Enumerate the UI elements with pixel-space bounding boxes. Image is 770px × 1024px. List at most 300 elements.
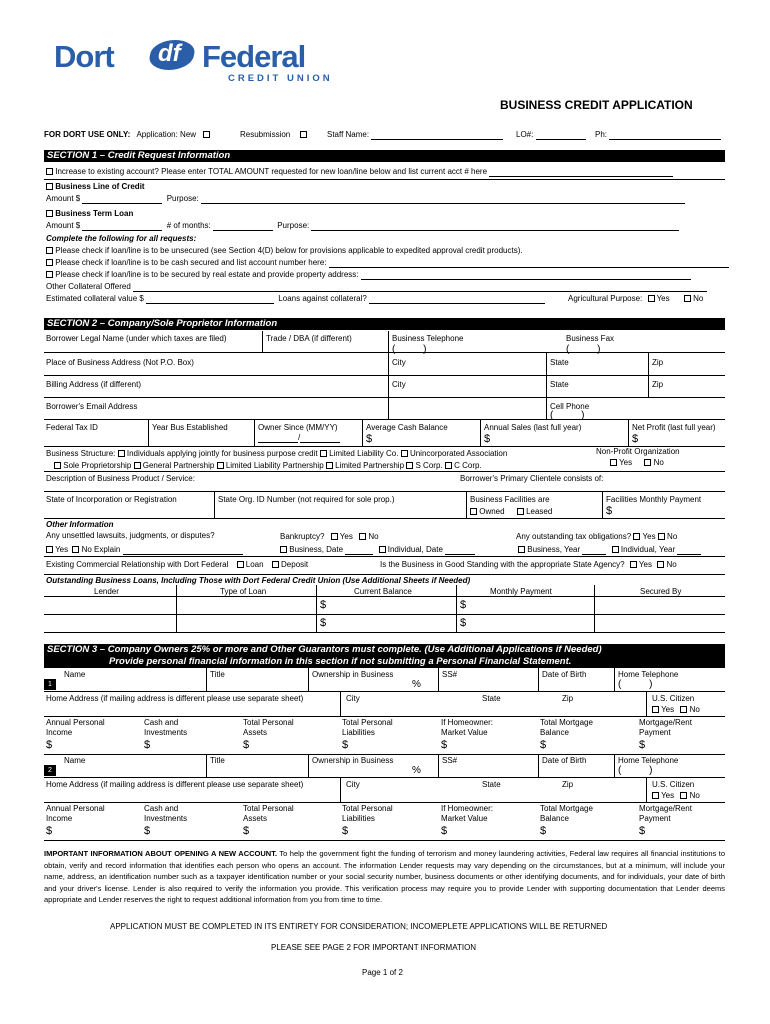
term-checkbox[interactable]: [46, 210, 53, 217]
zip-label: Zip: [652, 358, 664, 367]
tax-individual-label: Individual, Year: [620, 545, 676, 554]
owner1-state-label: State: [482, 694, 501, 703]
term-amount: [46, 221, 679, 231]
structure-label: Business Structure:: [46, 449, 116, 458]
judg-no-checkbox[interactable]: [72, 546, 79, 553]
owner2-fin-income: Annual Personal Income: [46, 804, 105, 823]
term-amount-field[interactable]: [82, 223, 162, 231]
divider: [602, 491, 603, 518]
divider: [44, 802, 725, 803]
unsecured-label: Please check if loan/line is to be unsecured (see Section 4(D) below for provisions applicable to expedited approval credit products).: [55, 246, 523, 255]
owner1-assets-dollar[interactable]: $: [243, 739, 250, 751]
divider: [646, 691, 647, 716]
bk-individual-label: Individual, Date: [387, 545, 443, 554]
owner1-home-tel-paren[interactable]: ( ): [618, 679, 653, 690]
loan2-balance-dollar[interactable]: $: [320, 617, 327, 629]
resubmission: [240, 130, 307, 140]
tax-yes-checkbox[interactable]: [633, 533, 640, 540]
judg-yes-checkbox[interactable]: [46, 546, 53, 553]
gp-label: General Partnership: [142, 461, 215, 470]
tax-business-checkbox[interactable]: [518, 546, 525, 553]
owner2-home-address-label: Home Address (if mailing address is different please use separate sheet): [46, 780, 304, 789]
ccorp-checkbox[interactable]: [445, 462, 452, 469]
divider: [614, 754, 615, 777]
divider: [388, 331, 389, 419]
section3-line1: SECTION 3 – Company Owners 25% or more and Other Guarantors must complete. (Use Additional Applications if Needed): [47, 644, 602, 655]
months-field[interactable]: [213, 223, 273, 231]
good-standing-label: Is the Business in Good Standing with the appropriate State Agency?: [380, 560, 625, 569]
owner2-citizen-yes-checkbox[interactable]: [652, 792, 659, 799]
divider: [44, 754, 725, 755]
owner2-fin-market: If Homeowner: Market Value: [441, 804, 494, 823]
owner1-citizen-no-checkbox[interactable]: [680, 706, 687, 713]
divider: [628, 419, 629, 446]
lo-label: LO#:: [516, 130, 534, 139]
indiv-label: Individuals applying jointly for business purpose credit: [126, 449, 318, 458]
existing-loan-label: Loan: [245, 560, 264, 569]
judg-yes-label: Yes: [55, 545, 69, 554]
logo: [54, 36, 344, 86]
other-info-label: Other Information: [46, 520, 114, 529]
new-checkbox[interactable]: [203, 131, 210, 138]
slash: /: [298, 433, 301, 442]
divider: [44, 419, 725, 420]
owner-since-label: Owner Since (MM/YY): [258, 423, 338, 432]
tax-row: [516, 532, 677, 542]
judg-explain-label: No Explain: [81, 545, 121, 554]
tax-individual-checkbox[interactable]: [612, 546, 619, 553]
incorporation-label: State of Incorporation or Registration: [46, 495, 177, 504]
owner2-title-label: Title: [210, 756, 225, 765]
owner2-citizen-label: U.S. Citizen: [652, 780, 695, 789]
owner-since-field[interactable]: [258, 433, 340, 443]
gs-yes-label: Yes: [638, 560, 652, 569]
ph-label: Ph:: [595, 130, 608, 139]
judgments-label: Any unsettled lawsuits, judgments, or disputes?: [46, 531, 215, 540]
divider: [206, 754, 207, 777]
indiv-checkbox[interactable]: [118, 450, 125, 457]
tax-yes-label: Yes: [642, 532, 656, 541]
owner2-liabilities-dollar[interactable]: $: [342, 825, 349, 837]
resubmission-label: Resubmission: [240, 130, 291, 139]
gp-checkbox[interactable]: [134, 462, 141, 469]
llc-checkbox[interactable]: [320, 450, 327, 457]
org-id-label: State Org. ID Number (not required for sole prop.): [218, 495, 395, 504]
judgments-options: [46, 545, 243, 555]
lp-label: Limited Partnership: [335, 461, 405, 470]
owner2-home-tel-paren[interactable]: ( ): [618, 765, 653, 776]
loan1-payment-dollar[interactable]: $: [460, 599, 467, 611]
months-label: # of months:: [166, 221, 211, 230]
divider: [340, 777, 341, 802]
bk-individual-checkbox[interactable]: [379, 546, 386, 553]
divider: [206, 668, 207, 691]
col-secured: Secured By: [640, 587, 682, 596]
bk-no-checkbox[interactable]: [359, 533, 366, 540]
owner1-citizen-options: [652, 705, 700, 715]
tax-label: Any outstanding tax obligations?: [516, 532, 632, 541]
divider: [44, 397, 725, 398]
owner2-fin-rent: Mortgage/Rent Payment: [639, 804, 692, 823]
existing-label: Existing Commercial Relationship with Dort Federal: [46, 560, 229, 569]
term-label: Business Term Loan: [55, 209, 134, 218]
increase-label: Increase to existing account? Please enter TOTAL AMOUNT requested for new loan/line below and list current acct # here: [55, 167, 488, 176]
section3-bar: [44, 644, 725, 668]
owner1-dob-label: Date of Birth: [542, 670, 587, 679]
ag-no-checkbox[interactable]: [684, 295, 691, 302]
owner1-city-label: City: [346, 694, 360, 703]
existing-deposit-label: Deposit: [281, 560, 309, 569]
owner-number: 2: [44, 765, 56, 776]
owner2-citizen-yes-label: Yes: [661, 791, 675, 800]
owner1-liabilities-dollar[interactable]: $: [342, 739, 349, 751]
owner1-market-dollar[interactable]: $: [441, 739, 448, 751]
nonprofit-label: Non-Profit Organization: [596, 447, 680, 456]
tax-no-label: No: [667, 532, 678, 541]
sole-checkbox[interactable]: [54, 462, 61, 469]
bloc-amount: [46, 194, 685, 204]
divider: [44, 840, 725, 841]
lp-checkbox[interactable]: [326, 462, 333, 469]
divider: [176, 585, 177, 632]
net-profit-dollar[interactable]: $: [632, 433, 639, 445]
section3-line2: Provide personal financial information in this section if not submitting a Personal Financial Statement.: [109, 656, 572, 667]
owner2-ssn-label: SS#: [442, 756, 458, 765]
existing-row: [46, 560, 308, 570]
other-collateral-field[interactable]: [133, 284, 707, 292]
owner1-title-label: Title: [210, 670, 225, 679]
np-no-checkbox[interactable]: [644, 459, 651, 466]
purpose-label: Purpose:: [277, 221, 310, 230]
term-purpose-field[interactable]: [311, 223, 679, 231]
owner2-cash-dollar[interactable]: $: [144, 825, 151, 837]
ph: [595, 130, 721, 140]
important-body: To help the government fight the funding of terrorism and money laundering activities, Federal law requires all financial institutions to obtain, verify and record information that identifies each person who opens an account. The information Lender requests may vary depending on the circumstances, but at a minimum, will include your name, address, an identification number such as a taxpayer identification number or your social security number, business documents or other identifying documents, and for individuals, your date of birth and your driver's license. Lender is also required to verify the information you provide. This verification process may require you to provide Lender with supporting documentation that Lender deems appropriate and Lender reserves the right to request additional information from you from time to time.: [44, 849, 725, 904]
col-type: Type of Loan: [220, 587, 267, 596]
application-new-label: Application: New: [136, 130, 197, 139]
cash-secured-checkbox[interactable]: [46, 259, 53, 266]
clientele-label: Borrower's Primary Clientele consists of:: [460, 474, 604, 483]
owner2-home-tel-label: Home Telephone: [618, 756, 679, 765]
billing-address-label: Billing Address (if different): [46, 380, 142, 389]
divider: [44, 614, 725, 615]
divider: [308, 668, 309, 691]
property-address-field[interactable]: [361, 272, 691, 280]
complete-label: Complete the following for all requests:: [46, 234, 197, 243]
existing-loan-checkbox[interactable]: [237, 561, 244, 568]
logo-mark-text: df: [158, 40, 181, 67]
business-fax-paren[interactable]: ( ): [566, 344, 601, 355]
unsecured-checkbox[interactable]: [46, 247, 53, 254]
annual-sales-label: Annual Sales (last full year): [484, 423, 582, 432]
np-yes-label: Yes: [619, 458, 633, 467]
other-collateral-row: [46, 282, 707, 292]
owner1-citizen-no-label: No: [689, 705, 700, 714]
owner1-fin-market: If Homeowner: Market Value: [441, 718, 494, 737]
business-fax-label: Business Fax: [566, 334, 615, 343]
owner1-cash-dollar[interactable]: $: [144, 739, 151, 751]
state-label: State: [550, 380, 569, 389]
important-paragraph: [44, 848, 725, 906]
divider: [362, 419, 363, 446]
divider: [546, 352, 547, 419]
amount-label: Amount $: [46, 221, 81, 230]
real-estate-checkbox[interactable]: [46, 271, 53, 278]
increase-checkbox[interactable]: [46, 168, 53, 175]
divider: [340, 691, 341, 716]
real-estate-label: Please check if loan/line is to be secured by real estate and provide property address:: [55, 270, 359, 279]
staff-field[interactable]: [371, 132, 503, 140]
owner2-city-label: City: [346, 780, 360, 789]
bloc-amount-field[interactable]: [82, 196, 162, 204]
owner1-citizen-yes-checkbox[interactable]: [652, 706, 659, 713]
scorp-checkbox[interactable]: [406, 462, 413, 469]
unincorp-checkbox[interactable]: [401, 450, 408, 457]
logo-dort: Dort: [54, 39, 114, 74]
llp-checkbox[interactable]: [217, 462, 224, 469]
divider: [254, 419, 255, 446]
real-estate-row: [46, 270, 691, 280]
explain-field[interactable]: [123, 547, 243, 555]
net-profit-label: Net Profit (last full year): [632, 423, 716, 432]
loan1-balance-dollar[interactable]: $: [320, 599, 327, 611]
existing-deposit-checkbox[interactable]: [272, 561, 279, 568]
resubmission-checkbox[interactable]: [300, 131, 307, 138]
place-address-label: Place of Business Address (Not P.O. Box): [46, 358, 194, 367]
loans-against-label: Loans against collateral?: [278, 294, 367, 303]
divider: [44, 179, 725, 180]
lo-number: [516, 130, 586, 140]
divider: [648, 352, 649, 397]
agricultural-label: Agricultural Purpose:: [568, 294, 643, 303]
owner2-citizen-no-label: No: [689, 791, 700, 800]
owner2-fin-cash: Cash and Investments: [144, 804, 188, 823]
email-label: Borrower's Email Address: [46, 402, 138, 411]
annual-sales-dollar[interactable]: $: [484, 433, 491, 445]
divider: [44, 716, 725, 717]
cash-secured-row: [46, 258, 729, 268]
llp-label: Limited Liability Partnership: [225, 461, 324, 470]
gs-yes-checkbox[interactable]: [630, 561, 637, 568]
cell-phone-paren[interactable]: ( ): [550, 410, 585, 421]
est-value-field[interactable]: [146, 296, 274, 304]
owned-checkbox[interactable]: [470, 508, 477, 515]
owner2-fin-liabilities: Total Personal Liabilities: [342, 804, 393, 823]
owner1-income-dollar[interactable]: $: [46, 739, 53, 751]
legal-name-label: Borrower Legal Name (under which taxes are filed): [46, 334, 227, 343]
owner2-citizen-options: [652, 791, 700, 801]
divider: [44, 375, 725, 376]
owner2-zip-label: Zip: [562, 780, 574, 789]
bloc-purpose-field[interactable]: [201, 196, 685, 204]
ag-yes-checkbox[interactable]: [648, 295, 655, 302]
description-label: Description of Business Product / Service:: [46, 474, 195, 483]
divider: [438, 754, 439, 777]
divider: [538, 754, 539, 777]
business-telephone-paren[interactable]: ( ): [392, 344, 427, 355]
divider: [456, 585, 457, 632]
tax-no-checkbox[interactable]: [658, 533, 665, 540]
bloc-row: [46, 182, 145, 192]
tax-business-year-field[interactable]: [582, 547, 606, 555]
owner1-home-tel-label: Home Telephone: [618, 670, 679, 679]
ccorp-label: C Corp.: [454, 461, 482, 470]
year-established-label: Year Bus Established: [152, 423, 228, 432]
form-title: BUSINESS CREDIT APPLICATION: [500, 98, 693, 112]
divider: [214, 491, 215, 518]
owner2-ownership-label: Ownership in Business: [312, 756, 394, 765]
owner1-fin-liabilities: Total Personal Liabilities: [342, 718, 393, 737]
cash-secured-label: Please check if loan/line is to be cash secured and list account number here:: [55, 258, 327, 267]
owner2-income-dollar[interactable]: $: [46, 825, 53, 837]
unincorp-label: Unincorporated Association: [409, 449, 508, 458]
for-dort-label: FOR DORT USE ONLY:: [44, 130, 131, 139]
outstanding-label: Outstanding Business Loans, Including Those with Dort Federal Credit Union (Use Additional Sheets if Needed): [46, 576, 471, 585]
avg-cash-dollar[interactable]: $: [366, 433, 373, 445]
owner2-citizen-no-checkbox[interactable]: [680, 792, 687, 799]
divider: [538, 668, 539, 691]
divider: [44, 491, 725, 492]
bloc-label: Business Line of Credit: [55, 182, 145, 191]
bankruptcy-row: [280, 532, 379, 542]
owner1-fin-income: Annual Personal Income: [46, 718, 105, 737]
sole-label: Sole Proprietorship: [63, 461, 132, 470]
cash-account-field[interactable]: [329, 260, 729, 268]
col-lender: Lender: [94, 587, 119, 596]
owner2-fin-assets: Total Personal Assets: [243, 804, 294, 823]
facilities-payment-dollar[interactable]: $: [606, 505, 613, 517]
dort-use-only: [44, 130, 210, 140]
leased-checkbox[interactable]: [517, 508, 524, 515]
nonprofit-options: [610, 458, 664, 468]
ag-yes-label: Yes: [656, 294, 670, 303]
city-label: City: [392, 380, 406, 389]
divider: [44, 471, 725, 472]
bk-business-date-field[interactable]: [345, 547, 373, 555]
structure-row1: [46, 449, 507, 459]
owner1-ownership-label: Ownership in Business: [312, 670, 394, 679]
see-page-2-note: PLEASE SEE PAGE 2 FOR IMPORTANT INFORMATION: [271, 943, 477, 952]
facilities-label: Business Facilities are: [470, 495, 550, 504]
ph-field[interactable]: [609, 132, 721, 140]
loans-against-field[interactable]: [369, 296, 545, 304]
term-row: [46, 209, 133, 219]
avg-cash-label: Average Cash Balance: [366, 423, 448, 432]
col-payment: Monthly Payment: [490, 587, 552, 596]
trade-dba-label: Trade / DBA (if different): [266, 334, 352, 343]
cell-phone-label: Cell Phone: [550, 402, 590, 411]
bankruptcy-label: Bankruptcy?: [280, 532, 325, 541]
est-value-row: [46, 294, 545, 304]
owner2-percent[interactable]: %: [412, 765, 421, 776]
np-yes-checkbox[interactable]: [610, 459, 617, 466]
np-no-label: No: [653, 458, 664, 467]
bk-business-checkbox[interactable]: [280, 546, 287, 553]
ag-no-label: No: [693, 294, 704, 303]
facilities-payment-label: Facilities Monthly Payment: [606, 495, 702, 504]
amount-label: Amount $: [46, 194, 81, 203]
bk-individual-date-field[interactable]: [445, 547, 475, 555]
bankruptcy-dates: [280, 545, 475, 555]
facilities-options: [470, 507, 552, 517]
increase-row: [46, 167, 673, 177]
bk-yes-checkbox[interactable]: [331, 533, 338, 540]
section1-bar: SECTION 1 – Credit Request Information: [44, 150, 725, 162]
owner2-fin-mortgage: Total Mortgage Balance: [540, 804, 593, 823]
col-balance: Current Balance: [354, 587, 412, 596]
owner1-fin-mortgage: Total Mortgage Balance: [540, 718, 593, 737]
section2-bar: SECTION 2 – Company/Sole Proprietor Information: [44, 318, 725, 330]
divider: [44, 691, 725, 692]
owner1-rent-dollar[interactable]: $: [639, 739, 646, 751]
lo-field[interactable]: [536, 132, 586, 140]
divider: [594, 585, 595, 632]
owner1-mortgage-dollar[interactable]: $: [540, 739, 547, 751]
owner1-citizen-yes-label: Yes: [661, 705, 675, 714]
tax-id-label: Federal Tax ID: [46, 423, 98, 432]
divider: [44, 518, 725, 519]
owner1-fin-cash: Cash and Investments: [144, 718, 188, 737]
divider: [646, 777, 647, 802]
owner2-name-label: Name: [64, 756, 86, 765]
purpose-label: Purpose:: [166, 194, 199, 203]
staff-label: Staff Name:: [327, 130, 370, 139]
divider: [308, 754, 309, 777]
divider: [44, 632, 725, 633]
structure-row2: [54, 461, 482, 471]
owner1-name-label: Name: [64, 670, 86, 679]
tax-individual-year-field[interactable]: [677, 547, 701, 555]
zip-label: Zip: [652, 380, 664, 389]
divider: [466, 491, 467, 518]
bloc-checkbox[interactable]: [46, 183, 53, 190]
gs-no-checkbox[interactable]: [657, 561, 664, 568]
tax-years: [518, 545, 701, 555]
good-standing-row: [380, 560, 677, 570]
agricultural-row: [568, 294, 703, 304]
owner2-assets-dollar[interactable]: $: [243, 825, 250, 837]
tax-business-label: Business, Year: [527, 545, 581, 554]
logo-federal: Federal: [202, 39, 306, 74]
owner2-mortgage-dollar[interactable]: $: [540, 825, 547, 837]
divider: [44, 574, 725, 575]
owner1-citizen-label: U.S. Citizen: [652, 694, 695, 703]
loan2-payment-dollar[interactable]: $: [460, 617, 467, 629]
owner-number: 1: [44, 679, 56, 690]
divider: [44, 556, 725, 557]
unsecured-row: [46, 246, 523, 256]
business-telephone-label: Business Telephone: [392, 334, 464, 343]
owned-label: Owned: [479, 507, 505, 516]
owner1-fin-rent: Mortgage/Rent Payment: [639, 718, 692, 737]
increase-acct-field[interactable]: [489, 169, 673, 177]
scorp-label: S Corp.: [415, 461, 443, 470]
divider: [44, 777, 725, 778]
leased-label: Leased: [526, 507, 553, 516]
divider: [480, 419, 481, 446]
state-label: State: [550, 358, 569, 367]
logo-tagline: CREDIT UNION: [228, 73, 333, 84]
must-complete-note: APPLICATION MUST BE COMPLETED IN ITS ENTIRETY FOR CONSIDERATION; INCOMEPLETE APPLICATIONS WILL BE RETURNED: [110, 922, 608, 931]
owner1-ssn-label: SS#: [442, 670, 458, 679]
owner1-fin-assets: Total Personal Assets: [243, 718, 294, 737]
llc-label: Limited Liability Co.: [329, 449, 399, 458]
divider: [438, 668, 439, 691]
owner2-market-dollar[interactable]: $: [441, 825, 448, 837]
bk-business-label: Business, Date: [289, 545, 344, 554]
owner2-rent-dollar[interactable]: $: [639, 825, 646, 837]
owner1-percent[interactable]: %: [412, 679, 421, 690]
